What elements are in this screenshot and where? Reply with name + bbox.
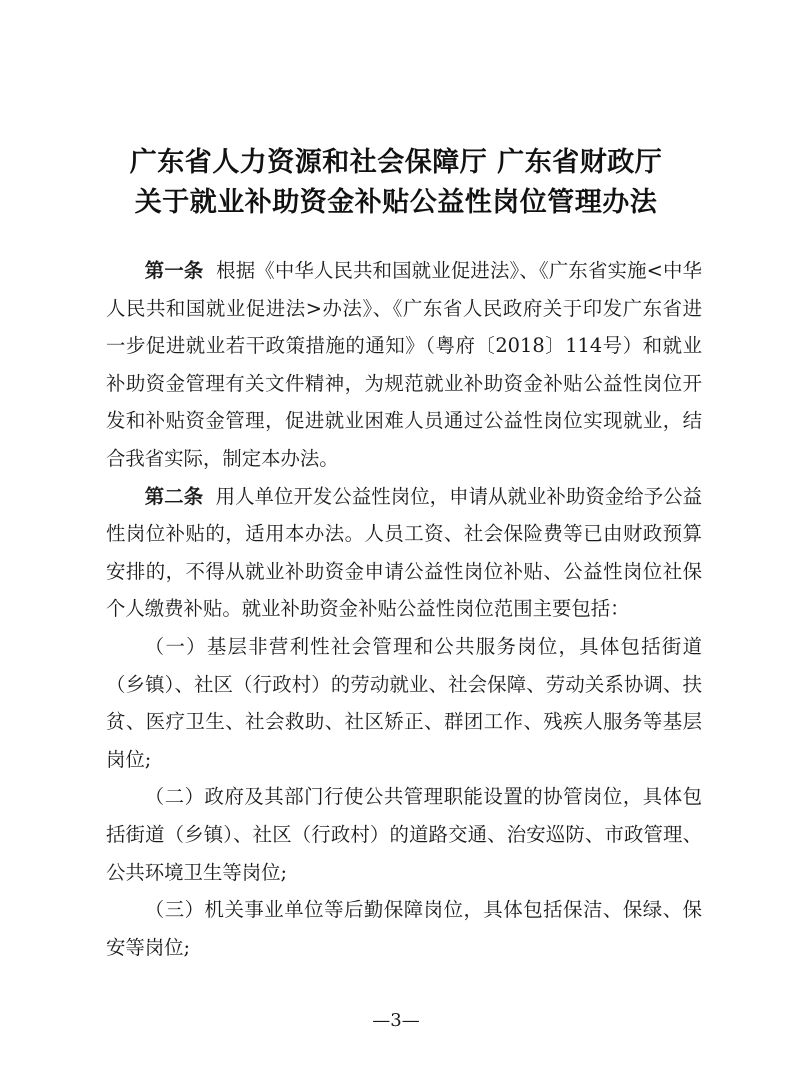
paragraph-text: 根据《中华人民共和国就业促进法》、《广东省实施<中华人民共和国就业促进法>办法》、《广东省人民政府关于印发广东省进一步促进就业若干政策措施的通知》（粤府〔2018〕114号）和就业补助资金管理有关文件精神，为规范就业补助资金补贴公益性岗位开发和补贴资金管理，促进就业困难人员通过公益性岗位实现就业，结合我省实际，制定本办法。 [106,259,702,470]
paragraph-item-2 [106,778,702,891]
document-body [106,252,702,966]
paragraph-text: （一）基层非营利性社会管理和公共服务岗位，具体包括街道（乡镇）、社区（行政村）的劳动就业、社会保障、劳动关系协调、扶贫、医疗卫生、社会救助、社区矫正、群团工作、残疾人服务等基层岗位; [106,634,702,771]
page-number: —3— [372,1010,420,1031]
paragraph-item-3 [106,891,702,966]
paragraph-item-1 [106,628,702,778]
paragraph-article-2 [106,478,702,628]
article-heading: 第二条 [144,484,204,508]
paragraph-text: 用人单位开发公益性岗位，申请从就业补助资金给予公益性岗位补贴的，适用本办法。人员工资、社会保险费等已由财政预算安排的，不得从就业补助资金申请公益性岗位补贴、公益性岗位社保个人缴费补贴。就业补助资金补贴公益性岗位范围主要包括： [106,484,703,621]
paragraph-article-1 [106,252,702,478]
paragraph-text: （三）机关事业单位等后勤保障岗位，具体包括保洁、保绿、保安等岗位; [106,898,702,959]
document-title-line-2: 关于就业补助资金补贴公益性岗位管理办法 [134,187,658,218]
document-title-line-1: 广东省人力资源和社会保障厅 广东省财政厅 [129,147,663,178]
paragraph-text: （二）政府及其部门行使公共管理职能设置的协管岗位，具体包括街道（乡镇）、社区（行政村）的道路交通、治安巡防、市政管理、公共环境卫生等岗位; [106,785,702,884]
article-heading: 第一条 [144,259,204,282]
